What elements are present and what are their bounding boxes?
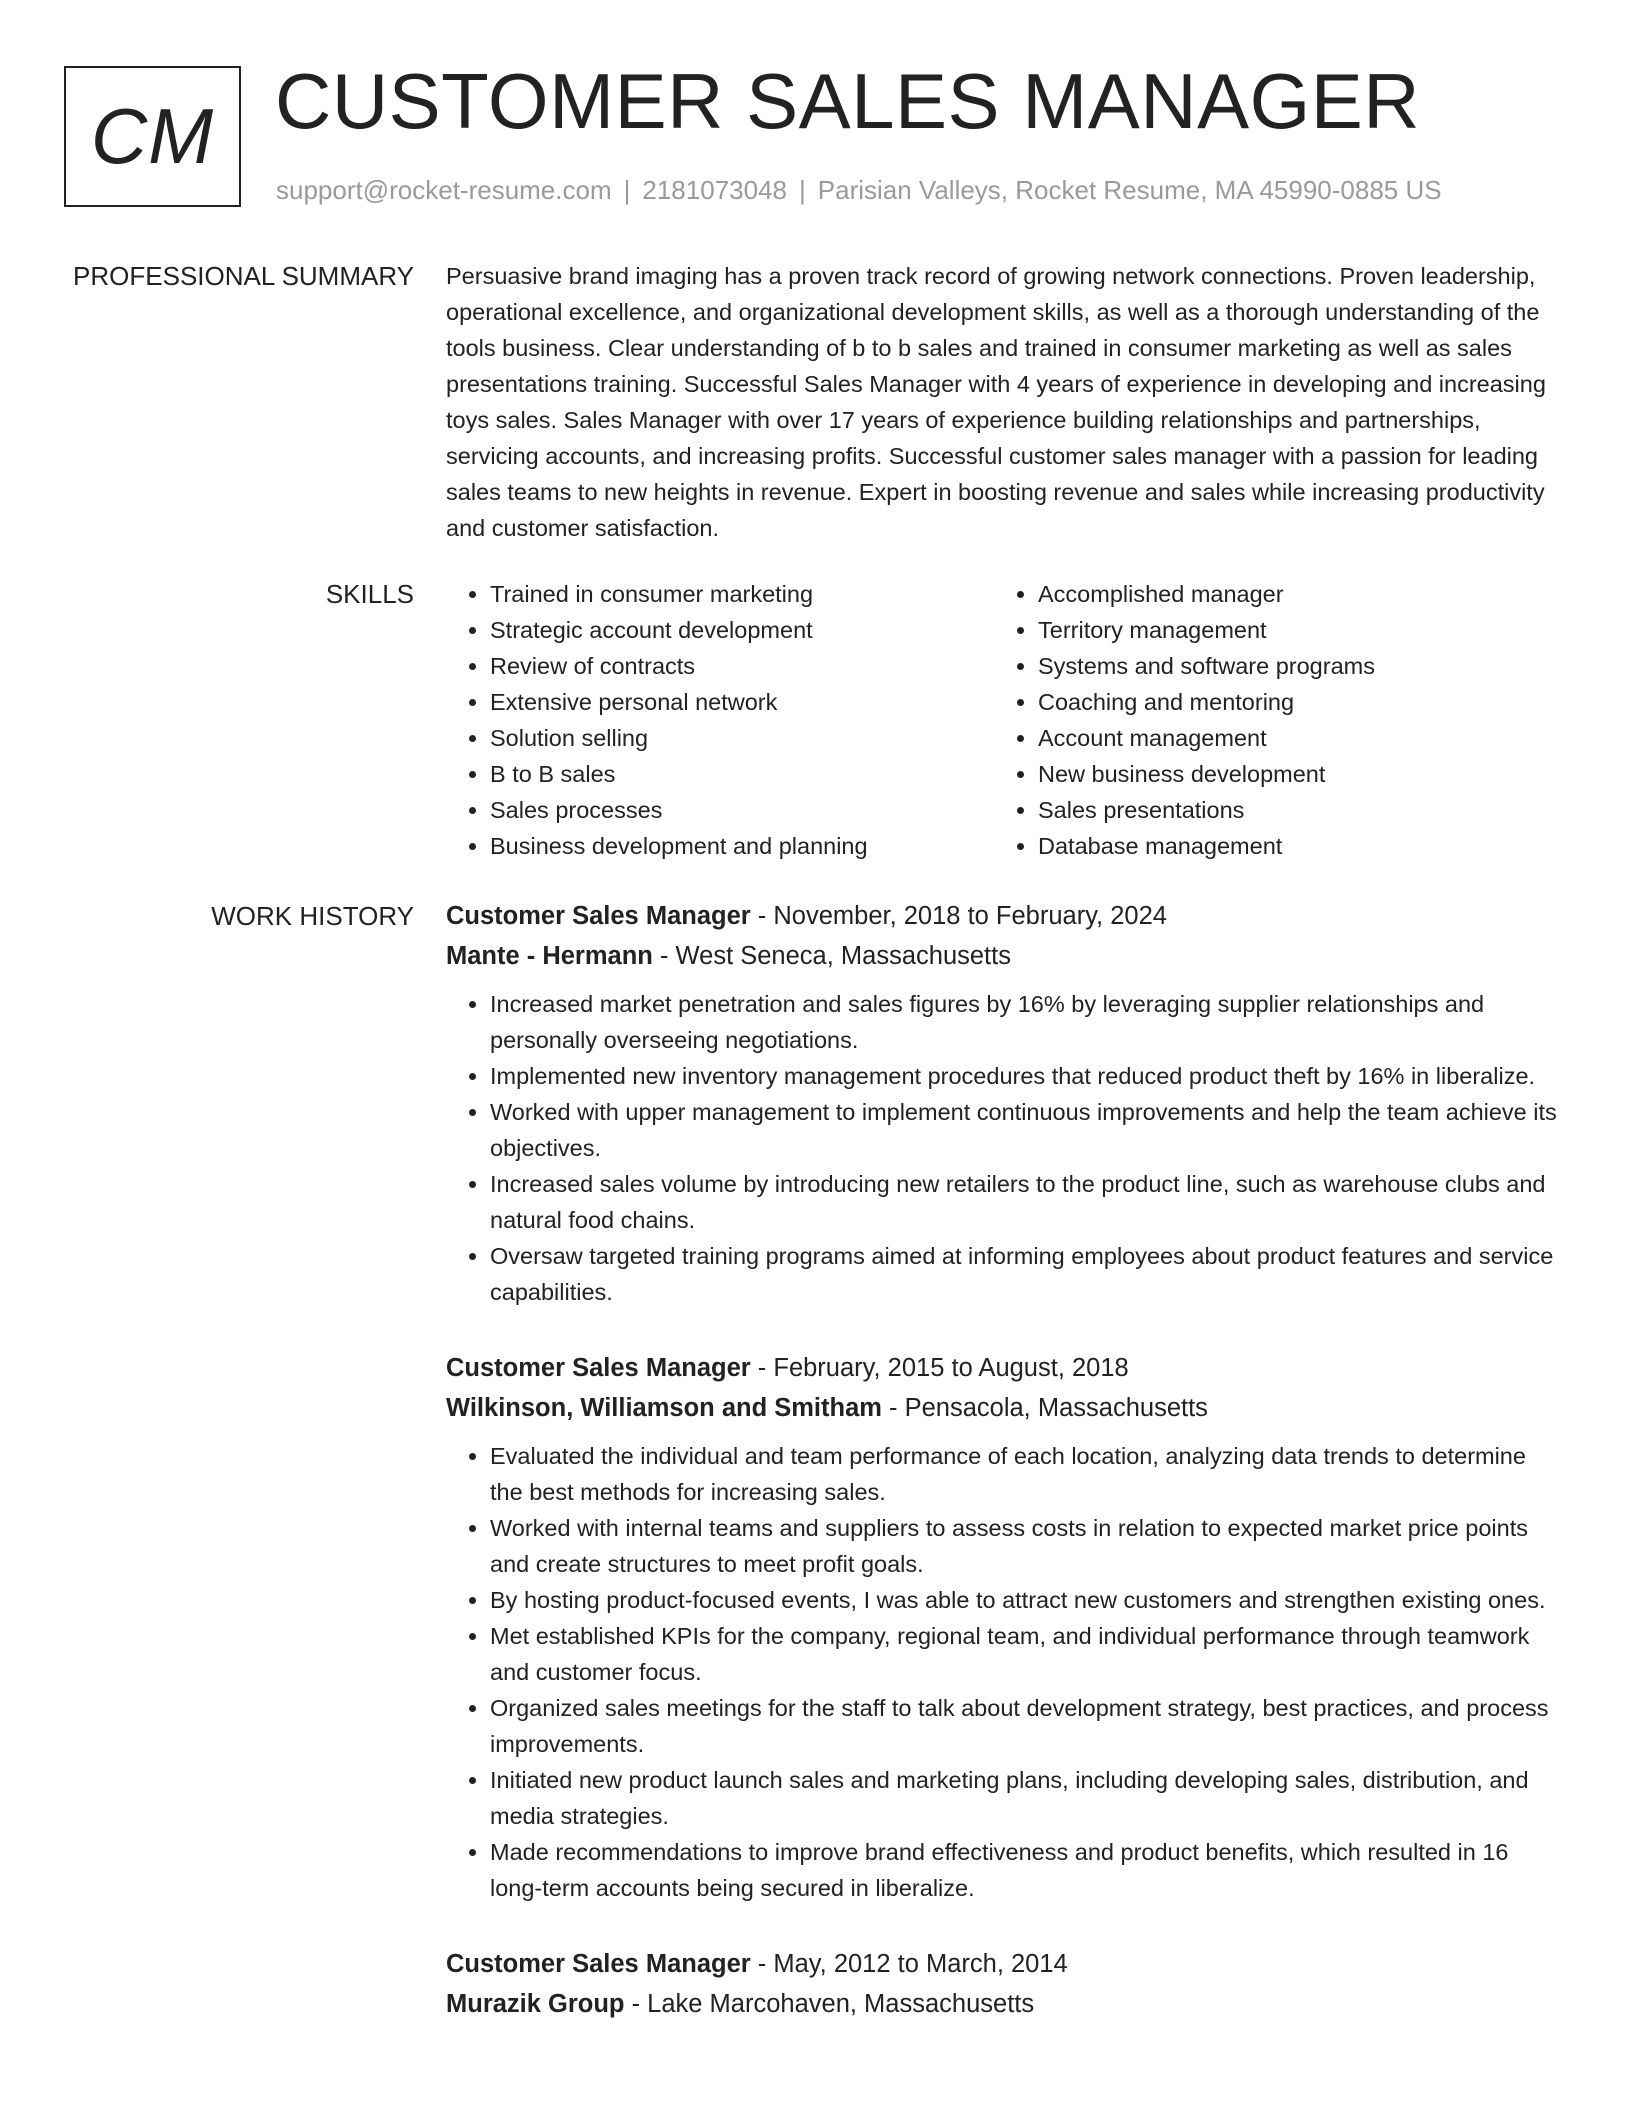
skill-item: • Territory management	[1038, 612, 1542, 648]
job-bullet: • Oversaw targeted training programs aimed at informing employees about product features and service capabilities.	[490, 1238, 1561, 1310]
skill-item: • Account management	[1038, 720, 1542, 756]
job-bullet: • By hosting product-focused events, I was able to attract new customers and strengthen existing ones.	[490, 1582, 1561, 1618]
contact-email: support@rocket-resume.com	[276, 175, 612, 205]
contact-phone: 2181073048	[642, 175, 787, 205]
job-entry	[446, 896, 1561, 1310]
job-location: - West Seneca, Massachusetts	[652, 942, 1011, 970]
job-role: Customer Sales Manager	[446, 1354, 751, 1382]
skill-item: • Accomplished manager	[1038, 576, 1542, 612]
job-entry	[446, 1348, 1561, 1906]
skill-item: • B to B sales	[490, 756, 994, 792]
job-title-line	[446, 1348, 1561, 1388]
monogram: CM	[64, 66, 241, 207]
skill-item: • Solution selling	[490, 720, 994, 756]
skill-item: • Database management	[1038, 828, 1542, 864]
skill-item: • Coaching and mentoring	[1038, 684, 1542, 720]
job-bullet: • Increased sales volume by introducing new retailers to the product line, such as warehouse clubs and natural food chains.	[490, 1166, 1561, 1238]
job-location: - Pensacola, Massachusetts	[881, 1394, 1208, 1422]
job-bullet: • Organized sales meetings for the staff to talk about development strategy, best practices, and process improvements.	[490, 1690, 1561, 1762]
skill-item: • Review of contracts	[490, 648, 994, 684]
job-bullet: • Increased market penetration and sales figures by 16% by leveraging supplier relationships and personally overseeing negotiations.	[490, 986, 1561, 1058]
summary-body	[446, 258, 1561, 546]
skill-item: • Trained in consumer marketing	[490, 576, 994, 612]
job-bullets	[446, 986, 1561, 1310]
work-body	[446, 896, 1561, 2062]
job-bullet: • Worked with internal teams and suppliers to assess costs in relation to expected market price points and create structures to meet profit goals.	[490, 1510, 1561, 1582]
job-company: Wilkinson, Williamson and Smitham	[446, 1394, 882, 1422]
skill-item: • Business development and planning	[490, 828, 994, 864]
contact-address: Parisian Valleys, Rocket Resume, MA 45990-0885 US	[817, 175, 1442, 205]
job-location: - Lake Marcohaven, Massachusetts	[624, 1990, 1035, 2018]
job-dates: - May, 2012 to March, 2014	[750, 1950, 1068, 1978]
contact-separator: |	[799, 175, 806, 205]
job-bullet: • Made recommendations to improve brand effectiveness and product benefits, which resulted in 16 long-term accounts being secured in liberalize.	[490, 1834, 1561, 1906]
job-company: Mante - Hermann	[446, 942, 653, 970]
job-bullet: • Implemented new inventory management procedures that reduced product theft by 16% in liberalize.	[490, 1058, 1561, 1094]
job-company: Murazik Group	[446, 1990, 625, 2018]
job-entry	[446, 1944, 1561, 2024]
job-title-line	[446, 896, 1561, 936]
job-title-line	[446, 1944, 1561, 1984]
skills-right-list	[994, 576, 1542, 864]
job-bullet: • Initiated new product launch sales and marketing plans, including developing sales, distribution, and media strategies.	[490, 1762, 1561, 1834]
job-bullets	[446, 1438, 1561, 1906]
skill-item: • Strategic account development	[490, 612, 994, 648]
job-dates: - February, 2015 to August, 2018	[750, 1354, 1129, 1382]
skills-heading: SKILLS	[325, 579, 414, 609]
job-company-line	[446, 1984, 1561, 2024]
job-company-line	[446, 936, 1561, 976]
job-company-line	[446, 1388, 1561, 1428]
contact-separator: |	[623, 175, 631, 205]
skill-item: • New business development	[1038, 756, 1542, 792]
job-bullet: • Met established KPIs for the company, regional team, and individual performance through teamwork and customer focus.	[490, 1618, 1561, 1690]
job-dates: - November, 2018 to February, 2024	[750, 902, 1167, 930]
page-title: CUSTOMER SALES MANAGER	[275, 57, 1421, 145]
summary-text: Persuasive brand imaging has a proven track record of growing network connections. Proven leadership, operational excellence, and organizational development skills, as well as a thorough understanding of the tools business. Clear understanding of b to b sales and trained in consumer marketing as well as sales presentations training. Successful Sales Manager with 4 years of experience in developing and increasing toys sales. Sales Manager with over 17 years of experience building relationships and partnerships, servicing accounts, and increasing profits. Successful customer sales manager with a passion for leading sales teams to new heights in revenue. Expert in boosting revenue and sales while increasing productivity and customer satisfaction.	[446, 263, 1546, 541]
summary-heading: PROFESSIONAL SUMMARY	[73, 261, 414, 291]
job-bullet: • Evaluated the individual and team performance of each location, analyzing data trends to determine the best methods for increasing sales.	[490, 1438, 1561, 1510]
contact-line	[276, 175, 1442, 206]
job-role: Customer Sales Manager	[446, 902, 751, 930]
skill-item: • Extensive personal network	[490, 684, 994, 720]
job-bullet: • Worked with upper management to implement continuous improvements and help the team achieve its objectives.	[490, 1094, 1561, 1166]
skill-item: • Sales presentations	[1038, 792, 1542, 828]
job-role: Customer Sales Manager	[446, 1950, 751, 1978]
skills-body	[446, 576, 1561, 864]
skill-item: • Sales processes	[490, 792, 994, 828]
work-heading: WORK HISTORY	[211, 901, 414, 931]
skills-left-list	[446, 576, 994, 864]
skill-item: • Systems and software programs	[1038, 648, 1542, 684]
